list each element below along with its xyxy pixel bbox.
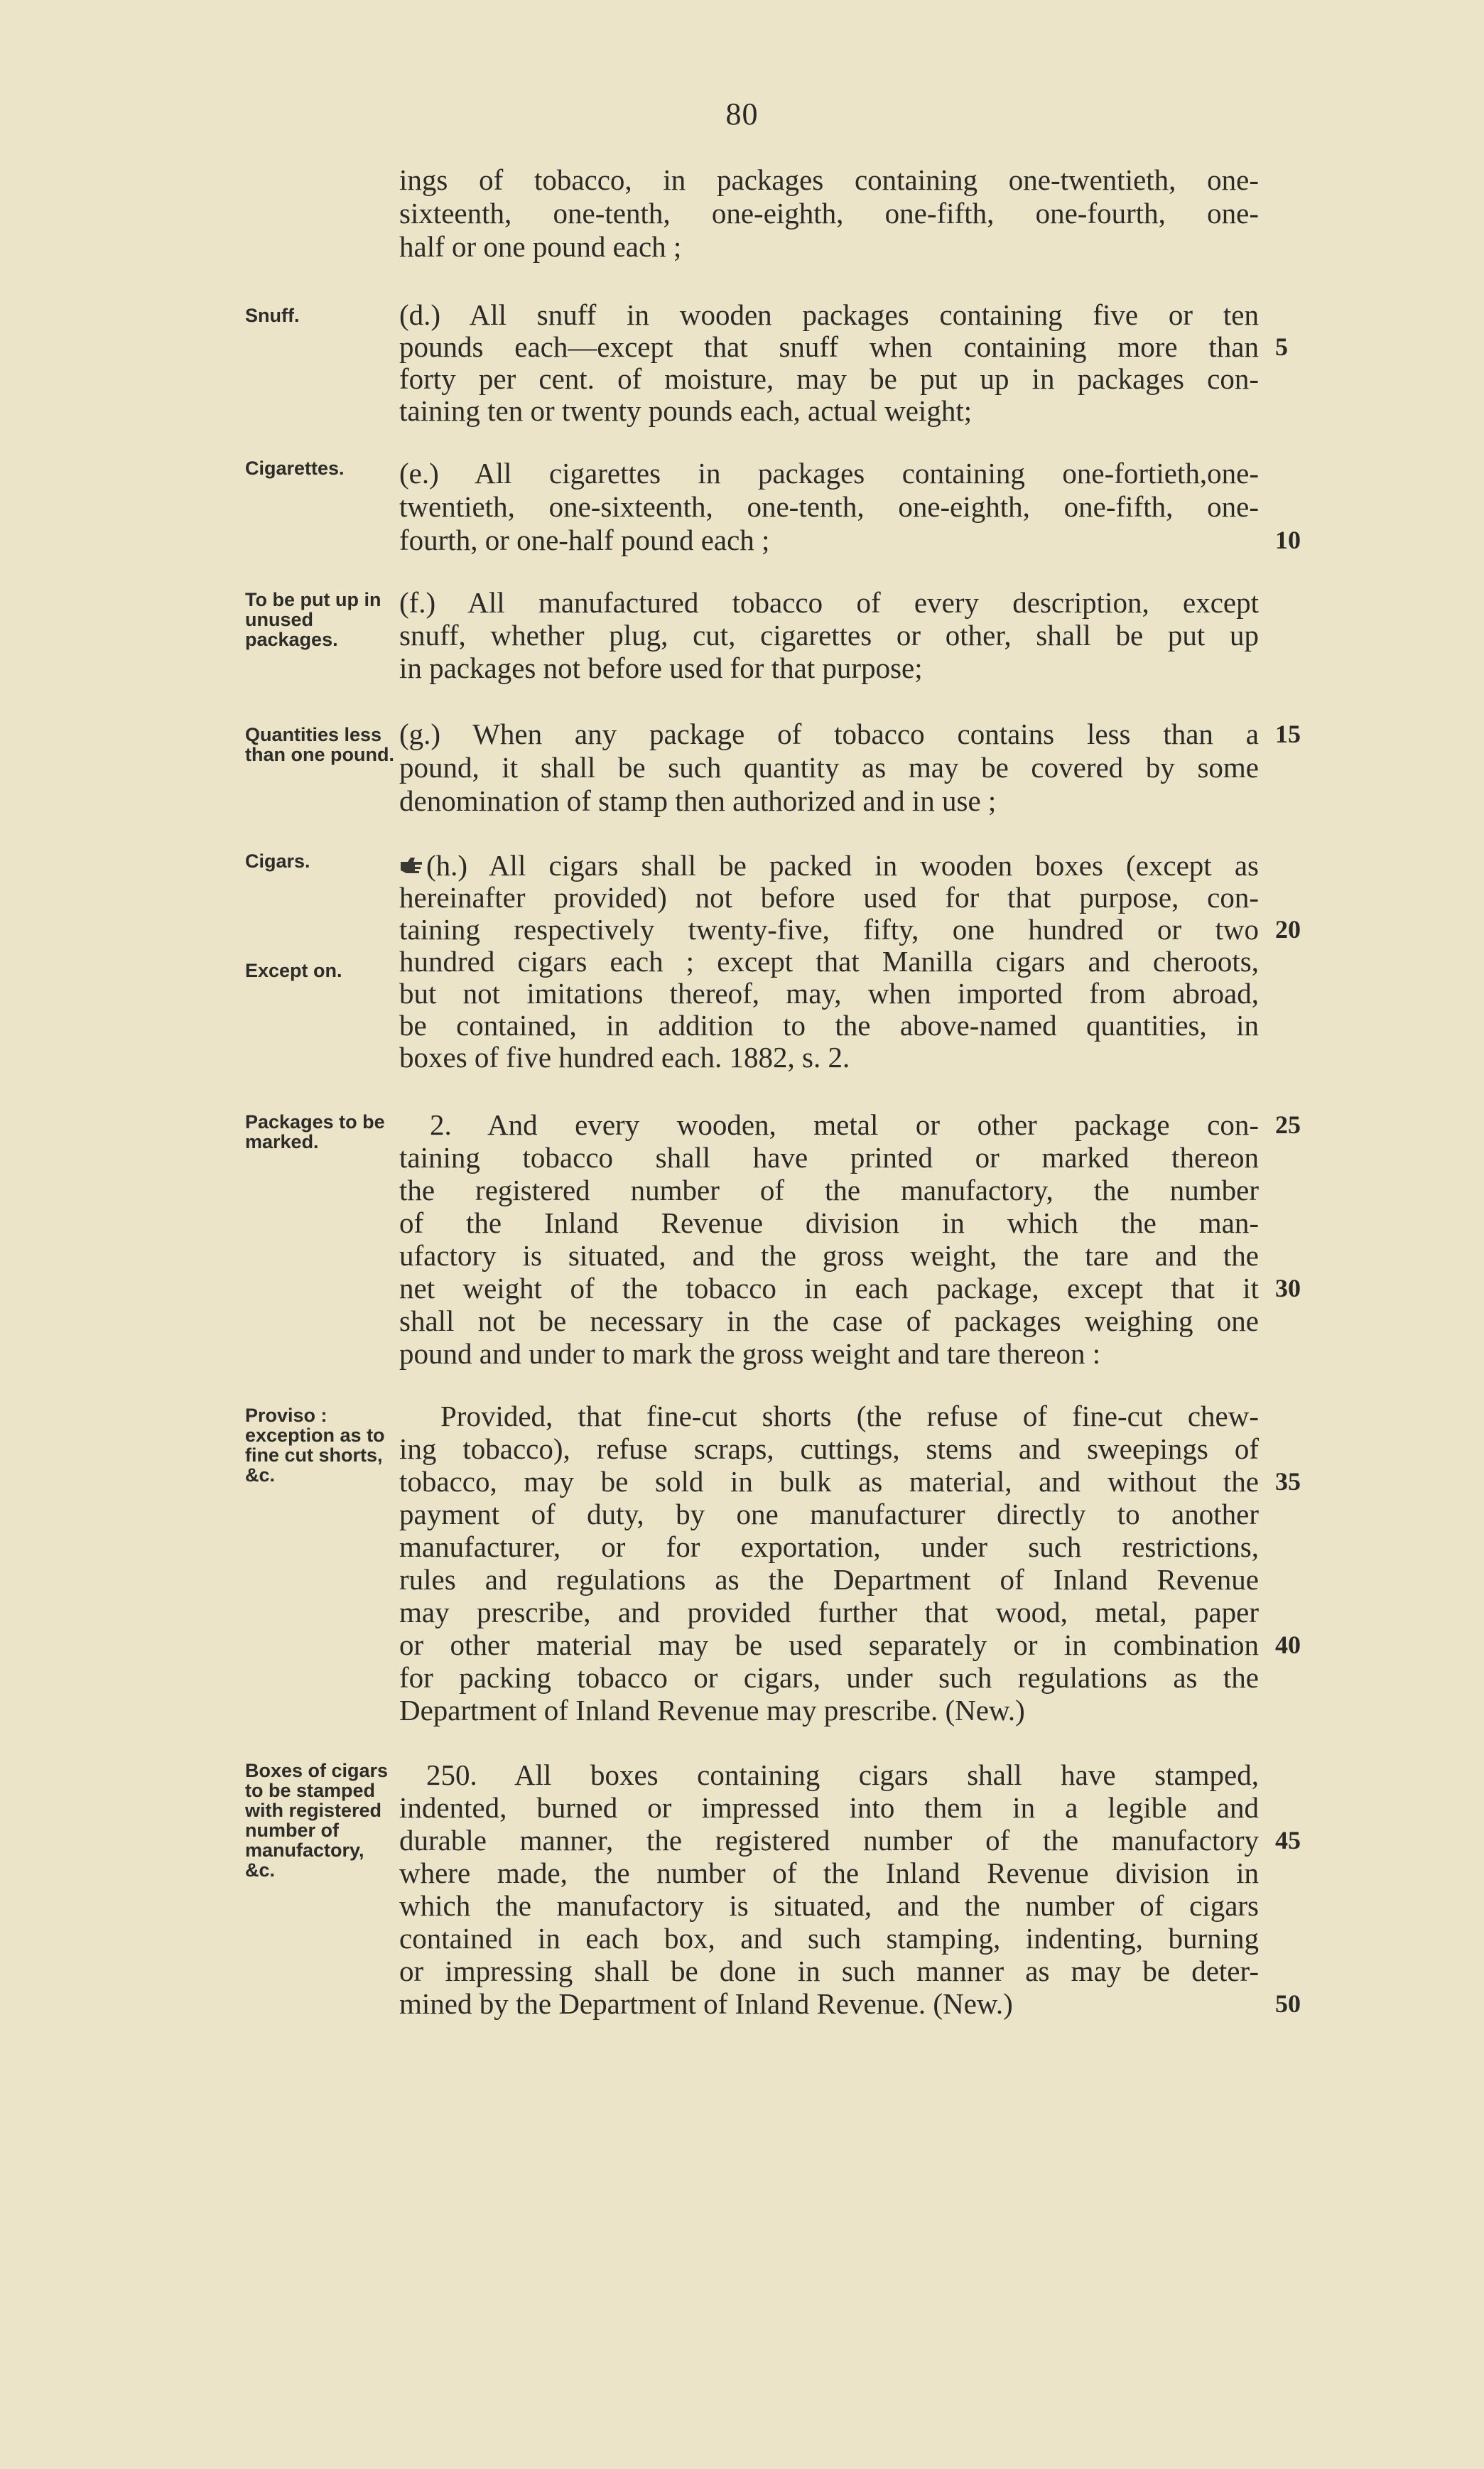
text-line: ufactory is situated, and the gross weight, the tare and the [399,1239,1259,1272]
line-number: 45 [1275,1826,1301,1854]
text-line: pounds each—except that snuff when containing more than [399,330,1259,363]
line-number: 30 [1275,1274,1301,1302]
text-line: ings of tobacco, in packages containing one-twentieth, one- [399,163,1259,196]
text-line: shall not be necessary in the case of packages weighing one [399,1304,1259,1337]
margin-note: Cigarettes. [245,458,345,479]
margin-note: Snuff. [245,305,300,326]
text-line: fourth, or one-half pound each ; [399,524,770,556]
text-line: half or one pound each ; [399,230,682,263]
line-number: 15 [1275,720,1301,748]
page-number: 80 [725,97,759,131]
text-line: sixteenth, one-tenth, one-eighth, one-fifth, one-fourth, one- [399,197,1259,229]
margin-note: Boxes of cigars to be stamped with registered number of manufactory, &c. [245,1760,389,1881]
text-line: pound, it shall be such quantity as may be covered by some [399,751,1259,784]
text-line: the registered number of the manufactory, the number [399,1174,1259,1206]
text-line: payment of duty, by one manufacturer directly to another [399,1498,1259,1530]
text-line: taining respectively twenty-five, fifty, one hundred or two [399,913,1259,946]
line-number: 40 [1275,1631,1301,1659]
text-line: (g.) When any package of tobacco contains less than a [399,718,1259,750]
text-line: taining ten or twenty pounds each, actual weight; [399,394,973,427]
text-line: of the Inland Revenue division in which the man- [399,1206,1259,1239]
line-number: 25 [1275,1111,1301,1139]
text-line: (h.) All cigars shall be packed in wooden boxes (except as [426,849,1259,882]
text-line: or impressing shall be done in such manner as may be deter- [399,1955,1259,1987]
text-line: indented, burned or impressed into them in a legible and [399,1791,1259,1824]
text-line: durable manner, the registered number of the manufactory [399,1824,1259,1857]
text-line: 250. All boxes containing cigars shall have stamped, [426,1758,1259,1791]
text-line: rules and regulations as the Department of Inland Revenue [399,1563,1259,1596]
text-line: hereinafter provided) not before used for that purpose, con- [399,881,1259,914]
text-line: boxes of five hundred each. 1882, s. 2. [399,1041,850,1074]
text-line: manufacturer, or for exportation, under such restrictions, [399,1530,1259,1563]
text-line: ing tobacco), refuse scraps, cuttings, stems and sweepings of [399,1432,1259,1465]
text-line: taining tobacco shall have printed or marked thereon [399,1141,1259,1174]
margin-note: Quantities less than one pound. [245,724,394,765]
line-number: 20 [1275,915,1301,944]
text-line: snuff, whether plug, cut, cigarettes or other, shall be put up [399,619,1259,652]
text-line: tobacco, may be sold in bulk as material, and without the [399,1465,1259,1498]
text-line: (e.) All cigarettes in packages containing one-fortieth,one- [399,457,1259,490]
text-line: denomination of stamp then authorized and in use ; [399,784,997,817]
text-line: twentieth, one-sixteenth, one-tenth, one-eighth, one-fifth, one- [399,490,1259,523]
text-line: be contained, in addition to the above-named quantities, in [399,1009,1259,1042]
text-line: (d.) All snuff in wooden packages containing five or ten [399,298,1259,331]
margin-note: Proviso : exception as to fine cut shorts, &c. [245,1405,385,1486]
line-number: 5 [1275,333,1288,361]
text-line: which the manufactory is situated, and the number of cigars [399,1889,1259,1922]
margin-note: To be put up in unused packages. [245,589,381,650]
margin-note: Packages to be marked. [245,1111,385,1152]
text-line: Department of Inland Revenue may prescribe. (New.) [399,1694,1025,1727]
line-number: 50 [1275,1989,1301,2018]
text-line: may prescribe, and provided further that wood, metal, paper [399,1596,1259,1628]
text-line: pound and under to mark the gross weight and tare thereon : [399,1337,1101,1370]
text-line: hundred cigars each ; except that Manilla cigars and cheroots, [399,945,1259,978]
text-line: (f.) All manufactured tobacco of every description, except [399,586,1259,619]
text-line: mined by the Department of Inland Revenue. (New.) [399,1987,1013,2020]
line-number: 35 [1275,1467,1301,1496]
text-line: 2. And every wooden, metal or other package con- [430,1108,1259,1141]
text-line: contained in each box, and such stamping, indenting, burning [399,1922,1259,1955]
text-line: net weight of the tobacco in each package, except that it [399,1272,1259,1304]
text-line: but not imitations thereof, may, when imported from abroad, [399,977,1259,1010]
text-line: in packages not before used for that purpose; [399,652,923,684]
margin-note-exception: Except on. [245,960,342,981]
text-line: where made, the number of the Inland Revenue division in [399,1857,1259,1889]
text-line: for packing tobacco or cigars, under such regulations as the [399,1661,1259,1694]
line-number: 10 [1275,526,1301,554]
pointing-hand-icon [399,855,423,876]
text-line: forty per cent. of moisture, may be put up in packages con- [399,362,1259,395]
margin-note: Cigars. [245,850,310,872]
text-line: Provided, that fine-cut shorts (the refuse of fine-cut chew- [440,1400,1259,1432]
text-line: or other material may be used separately or in combination [399,1628,1259,1661]
